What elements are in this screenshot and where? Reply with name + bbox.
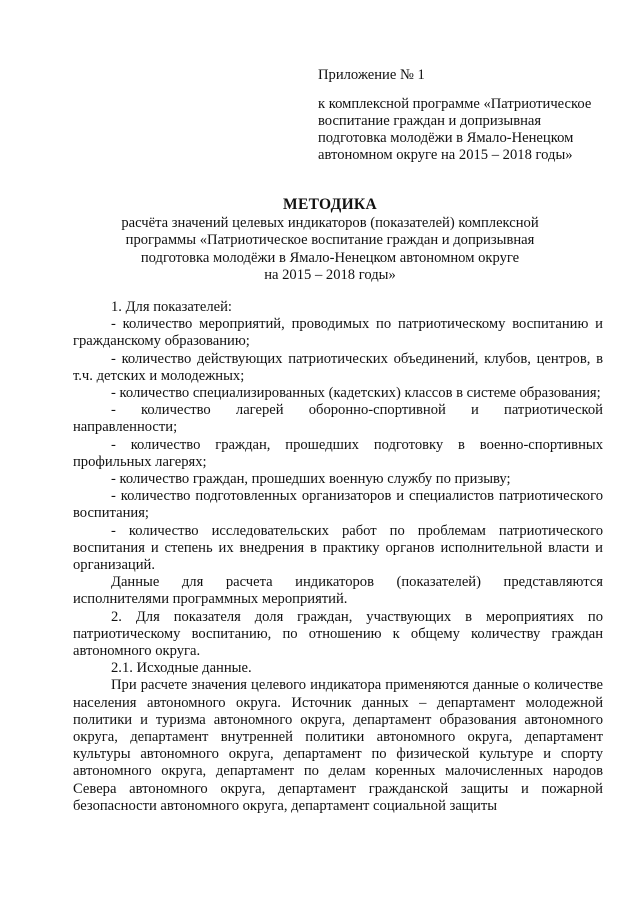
appendix-line: воспитание граждан и допризывная [318, 113, 542, 129]
title-block [90, 196, 570, 285]
body-paragraph: При расчете значения целевого индикатора применяются данные о количестве населения автономного округа. Источник данных – департамент молодежной политики и туризма автономного округа, департамент образования автономного округа, департамент внутренней политики автономного округа, департамент культуры автономного округа, департамент по физической культуре и спорту автономного округа, департамент по делам коренных малочисленных народов Севера автономного округа, департамент гражданской защиты и пожарной безопасности автономного округа, департамент социальной защиты [73, 677, 603, 814]
subtitle-line: расчёта значений целевых индикаторов (показателей) комплексной [121, 214, 539, 231]
subtitle-line: программы «Патриотическое воспитание граждан и допризывная [125, 232, 535, 248]
document-title: МЕТОДИКА [283, 196, 377, 213]
appendix-number: Приложение № 1 [318, 67, 425, 83]
appendix-block [318, 67, 618, 164]
indicator-item: - количество подготовленных организаторов и специалистов патриотического воспитания; [73, 488, 603, 522]
body-paragraph: Данные для расчета индикаторов (показателей) представляются исполнителями программных мероприятий. [73, 574, 603, 608]
appendix-line: автономном округе на 2015 – 2018 годы» [318, 147, 573, 163]
indicator-item: - количество граждан, прошедших военную службу по призыву; [111, 471, 511, 488]
subtitle-line: подготовка молодёжи в Ямало-Ненецком автономном округе [140, 249, 520, 266]
indicator-item: - количество действующих патриотических объединений, клубов, центров, в т.ч. детских и молодежных; [73, 350, 603, 384]
indicator-item: - количество специализированных (кадетских) классов в системе образования; [111, 385, 601, 402]
document-body [73, 299, 603, 815]
indicator-item: - количество исследовательских работ по проблемам патриотического воспитания и степень их внедрения в практику органов исполнительной власти и организаций. [73, 522, 603, 574]
indicator-item: - количество граждан, прошедших подготовку в военно-спортивных профильных лагерях; [73, 436, 603, 470]
section-heading: 2. Для показателя доля граждан, участвующих в мероприятиях по патриотическому воспитанию, по отношению к общему количеству граждан автономного округа. [73, 608, 603, 660]
subtitle-line: на 2015 – 2018 годы» [264, 267, 396, 283]
subsection-heading: 2.1. Исходные данные. [111, 660, 252, 677]
appendix-line: к комплексной программе «Патриотическое [318, 96, 592, 112]
indicator-item: - количество мероприятий, проводимых по патриотическому воспитанию и гражданскому образованию; [73, 316, 603, 350]
indicator-item: - количество лагерей оборонно-спортивной и патриотической направленности; [73, 402, 603, 436]
appendix-line: подготовка молодёжи в Ямало-Ненецком [318, 130, 574, 146]
section-heading: 1. Для показателей: [111, 299, 232, 315]
